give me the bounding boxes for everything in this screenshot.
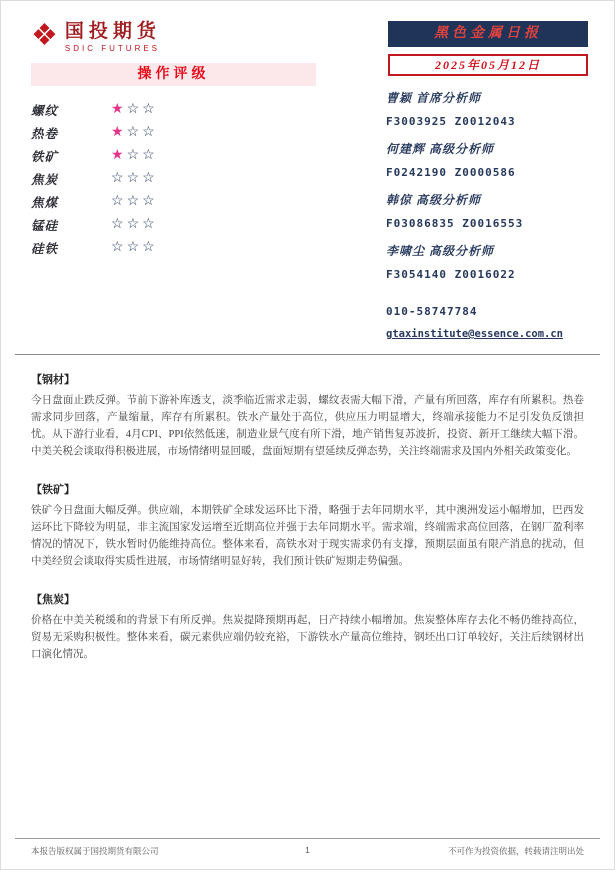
star-empty-icon: ☆ (142, 101, 155, 117)
rating-product-name: 硅铁 (31, 241, 59, 256)
contact-block (386, 300, 596, 346)
star-empty-icon: ☆ (111, 239, 124, 255)
analyst-license-ids: F03086835 Z0016553 (386, 217, 524, 230)
section-body: 铁矿今日盘面大幅反弹。供应端，本期铁矿全球发运环比下滑，略强于去年同期水平，其中澳洲发运小幅增加，巴西发运环比下降较为明显，非主流国家发运增至近期高位并强于去年同期水平。需求端，终端需求高位回落，在钢厂盈利率情况的情况下，铁水暂时仍能维持高位。整体来看，高铁水对于现实需求仍有支撑，预期层面虽有限产消息的扰动，但中美经贸会谈取得实质性进展，市场情绪明显好转，我们预计铁矿短期走势偏强。 (31, 505, 584, 567)
rating-row (31, 190, 316, 213)
analyst-name-title: 韩倞 高级分析师 (386, 193, 482, 207)
section-heading: 【铁矿】 (31, 484, 75, 496)
rating-row (31, 121, 316, 144)
rating-row (31, 236, 316, 259)
analyst-license-ids: F0242190 Z0000586 (386, 166, 516, 179)
page-number: 1 (305, 845, 310, 855)
ratings-panel (31, 63, 316, 259)
report-body (31, 371, 584, 684)
analyst-license-ids: F3054140 Z0016022 (386, 268, 516, 281)
star-empty-icon: ☆ (111, 216, 124, 232)
star-empty-icon: ☆ (142, 170, 155, 186)
rating-product-name: 铁矿 (31, 149, 59, 164)
star-empty-icon: ☆ (126, 239, 140, 255)
section-heading: 【焦炭】 (31, 594, 75, 606)
rating-stars (111, 195, 155, 209)
rating-row (31, 144, 316, 167)
analyst-entry (386, 87, 596, 133)
star-empty-icon: ☆ (142, 216, 155, 232)
rating-stars (111, 218, 155, 232)
brand-text-block (65, 21, 161, 53)
footer-disclaimer: 不可作为投资依据，转载请注明出处 (447, 846, 584, 856)
analyst-license-ids: F3003925 Z0012043 (386, 115, 516, 128)
star-empty-icon: ☆ (142, 124, 155, 140)
star-empty-icon: ☆ (126, 216, 140, 232)
ratings-list (31, 98, 316, 259)
rating-stars (111, 241, 155, 255)
rating-product-name: 焦炭 (31, 172, 59, 187)
rating-row (31, 213, 316, 236)
star-filled-icon: ★ (111, 147, 124, 163)
title-block (388, 21, 588, 76)
analyst-entry (386, 138, 596, 184)
header-divider (15, 354, 600, 355)
report-date: 2025年05月12日 (388, 54, 588, 76)
rating-product-name: 锰硅 (31, 218, 59, 233)
star-empty-icon: ☆ (126, 147, 140, 163)
rating-product-name: 螺纹 (31, 103, 59, 118)
rating-row (31, 167, 316, 190)
star-empty-icon: ☆ (111, 170, 124, 186)
logo (31, 21, 161, 53)
star-empty-icon: ☆ (126, 193, 140, 209)
star-empty-icon: ☆ (111, 193, 124, 209)
star-empty-icon: ☆ (142, 239, 155, 255)
analyst-name-title: 曹颖 首席分析师 (386, 91, 482, 105)
rating-stars (111, 126, 155, 140)
star-empty-icon: ☆ (126, 101, 140, 117)
brand-subtitle: SDIC FUTURES (64, 44, 161, 53)
brand-name: 国投期货 (64, 21, 161, 42)
footer-divider (15, 838, 600, 839)
footer-copyright: 本报告版权属于国投期货有限公司 (31, 846, 159, 856)
section-heading: 【钢材】 (31, 374, 75, 386)
footer (31, 845, 584, 857)
rating-stars (111, 172, 155, 186)
brand-diamond-icon: ❖ (31, 19, 58, 52)
section-body: 价格在中美关税缓和的背景下有所反弹。焦炭提降预期再起，日产持续小幅增加。焦炭整体库存去化不畅仍维持高位，贸易无采购积极性。整体来看，碳元素供应端仍较充裕，下游铁水产量高位维持，钢坯出口订单较好，关注后续钢材出口演化情况。 (31, 615, 584, 660)
report-section (31, 481, 584, 570)
rating-stars (111, 103, 155, 117)
analyst-name-title: 何建辉 高级分析师 (386, 142, 495, 156)
star-filled-icon: ★ (111, 101, 124, 117)
star-empty-icon: ☆ (142, 147, 155, 163)
section-body: 今日盘面止跌反弹。节前下游补库透支，淡季临近需求走弱，螺纹表需大幅下滑，产量有所回落，库存有所累积。热卷需求同步回落，产量缩量，库存有所累积。铁水产量处于高位，供应压力明显增大，终端承接能力不足引发负反馈担忧。从下游行业看，4月CPI、PPI依然低迷，制造业景气度有所下滑，地产销售复苏波折，投资、新开工继续大幅下滑。中美关税会谈取得积极进展，市场情绪明显回暖，盘面短期有望延续反弹态势，关注终端需求及国内外相关政策变化。 (31, 395, 584, 457)
rating-row (31, 98, 316, 121)
star-empty-icon: ☆ (126, 170, 140, 186)
analysts-panel (386, 87, 596, 346)
report-section (31, 371, 584, 460)
star-empty-icon: ☆ (142, 193, 155, 209)
contact-phone: 010-58747784 (386, 305, 478, 318)
report-section (31, 591, 584, 663)
rating-stars (111, 149, 155, 163)
contact-email: gtaxinstitute@essence.com.cn (386, 328, 564, 340)
star-empty-icon: ☆ (126, 124, 140, 140)
analysts-list (386, 87, 596, 286)
rating-product-name: 焦煤 (31, 195, 59, 210)
star-filled-icon: ★ (111, 124, 124, 140)
analyst-name-title: 李啸尘 高级分析师 (386, 244, 495, 258)
report-title: 黑色金属日报 (388, 21, 588, 47)
rating-product-name: 热卷 (31, 126, 59, 141)
ratings-title: 操作评级 (31, 63, 316, 86)
analyst-entry (386, 189, 596, 235)
analyst-entry (386, 240, 596, 286)
